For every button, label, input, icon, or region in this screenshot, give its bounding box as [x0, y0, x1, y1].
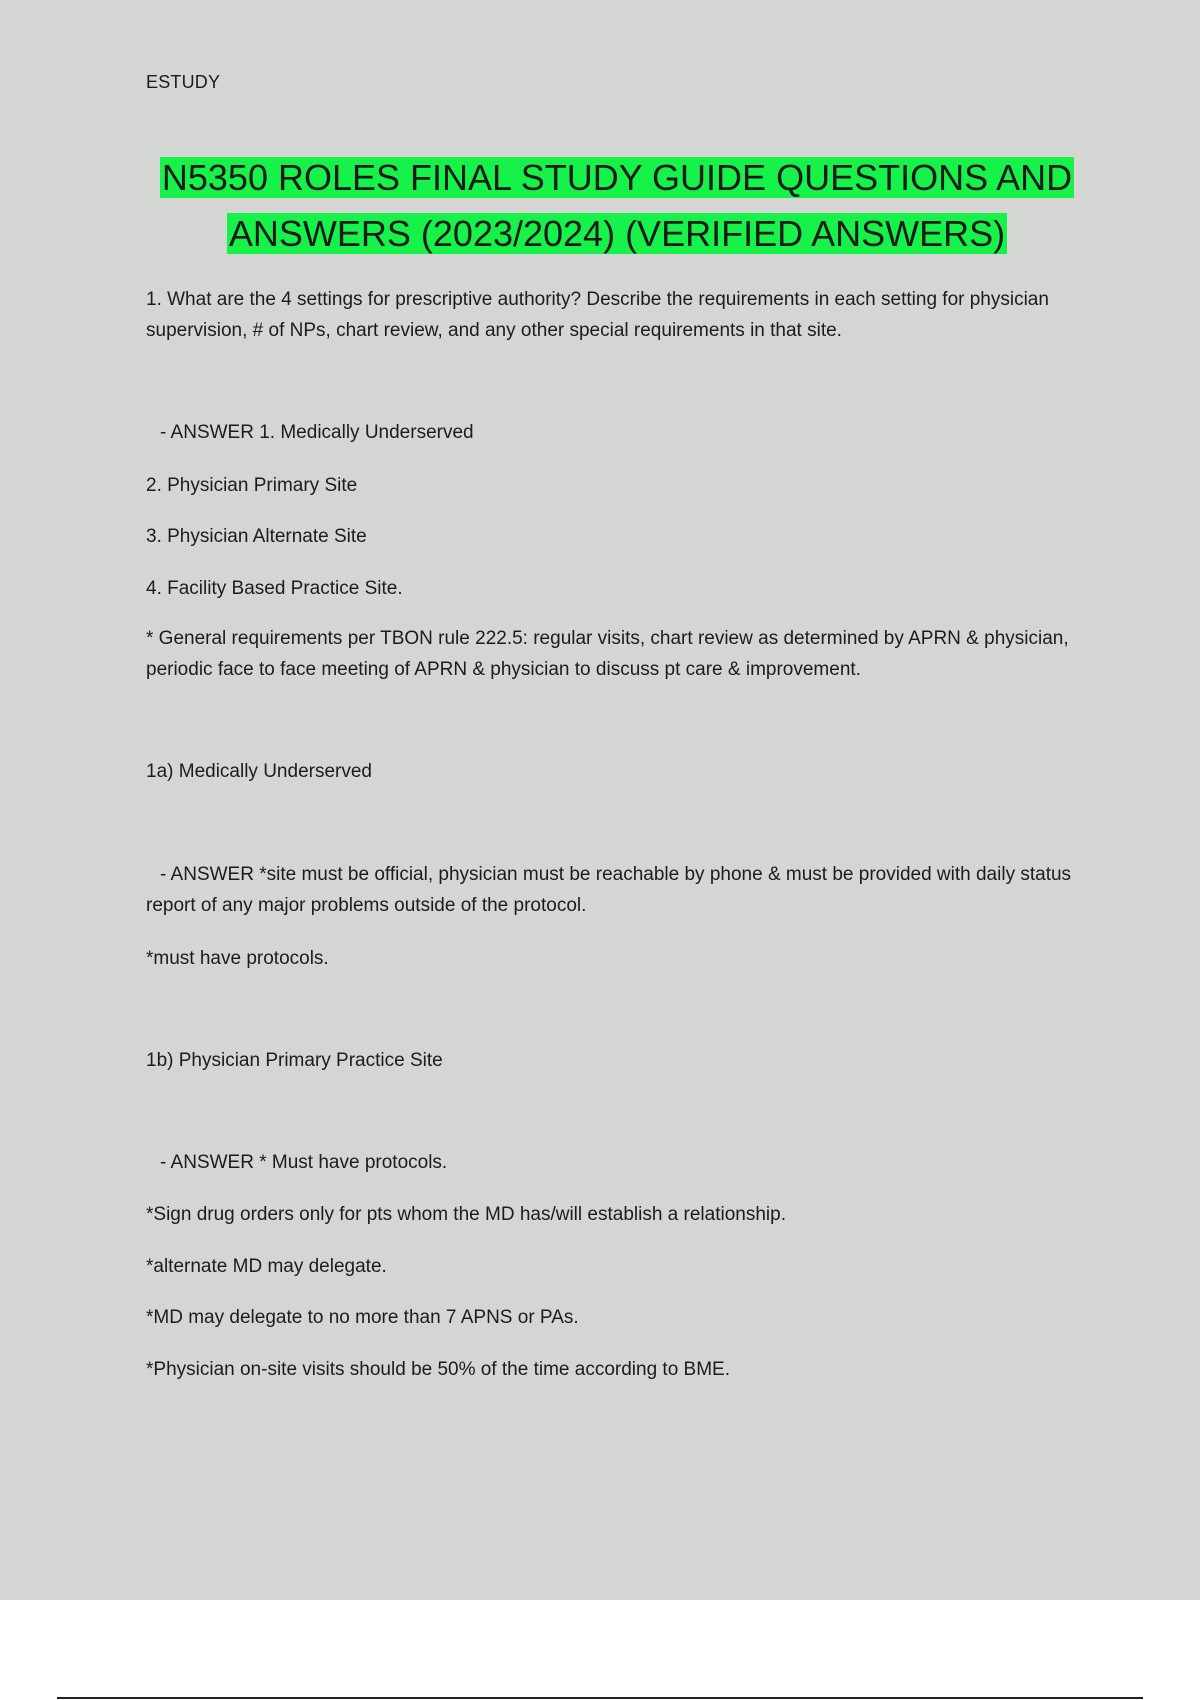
- answer-1b-note-1: *Sign drug orders only for pts whom the MD has/will establish a relationship.: [146, 1204, 786, 1225]
- answer-1a-note: *must have protocols.: [146, 948, 329, 969]
- header-label: ESTUDY: [146, 72, 221, 92]
- answer-1b-note-2: *alternate MD may delegate.: [146, 1256, 387, 1277]
- answer-1b: - ANSWER * Must have protocols.: [160, 1152, 448, 1173]
- title-line-1: N5350 ROLES FINAL STUDY GUIDE QUESTIONS AND: [161, 157, 1073, 198]
- document-title: [120, 150, 1114, 262]
- question-1: 1. What are the 4 settings for prescriptive authority? Describe the requirements in each setting for physician supervision, # of NPs, chart review, and any other special requirements in that site.: [146, 289, 1049, 341]
- answer-1-item-4: 4. Facility Based Practice Site.: [146, 578, 403, 599]
- answer-1b-note-3: *MD may delegate to no more than 7 APNS or PAs.: [146, 1307, 579, 1328]
- question-1b: 1b) Physician Primary Practice Site: [146, 1050, 443, 1071]
- general-requirements: * General requirements per TBON rule 222.5: regular visits, chart review as determined by APRN & physician, periodic face to face meeting of APRN & physician to discuss pt care & improvement.: [146, 628, 1069, 680]
- answer-1a: - ANSWER *site must be official, physician must be reachable by phone & must be provided with daily status report of any major problems outside of the protocol.: [146, 864, 1072, 916]
- title-line-2: ANSWERS (2023/2024) (VERIFIED ANSWERS): [228, 213, 1006, 254]
- page-divider-line: [57, 1697, 1143, 1699]
- answer-1b-note-4: *Physician on-site visits should be 50% of the time according to BME.: [146, 1359, 731, 1380]
- question-1a: 1a) Medically Underserved: [146, 761, 372, 782]
- answer-1-item-3: 3. Physician Alternate Site: [146, 526, 367, 547]
- answer-1-item-1: - ANSWER 1. Medically Underserved: [160, 422, 474, 443]
- answer-1-item-2: 2. Physician Primary Site: [146, 475, 358, 496]
